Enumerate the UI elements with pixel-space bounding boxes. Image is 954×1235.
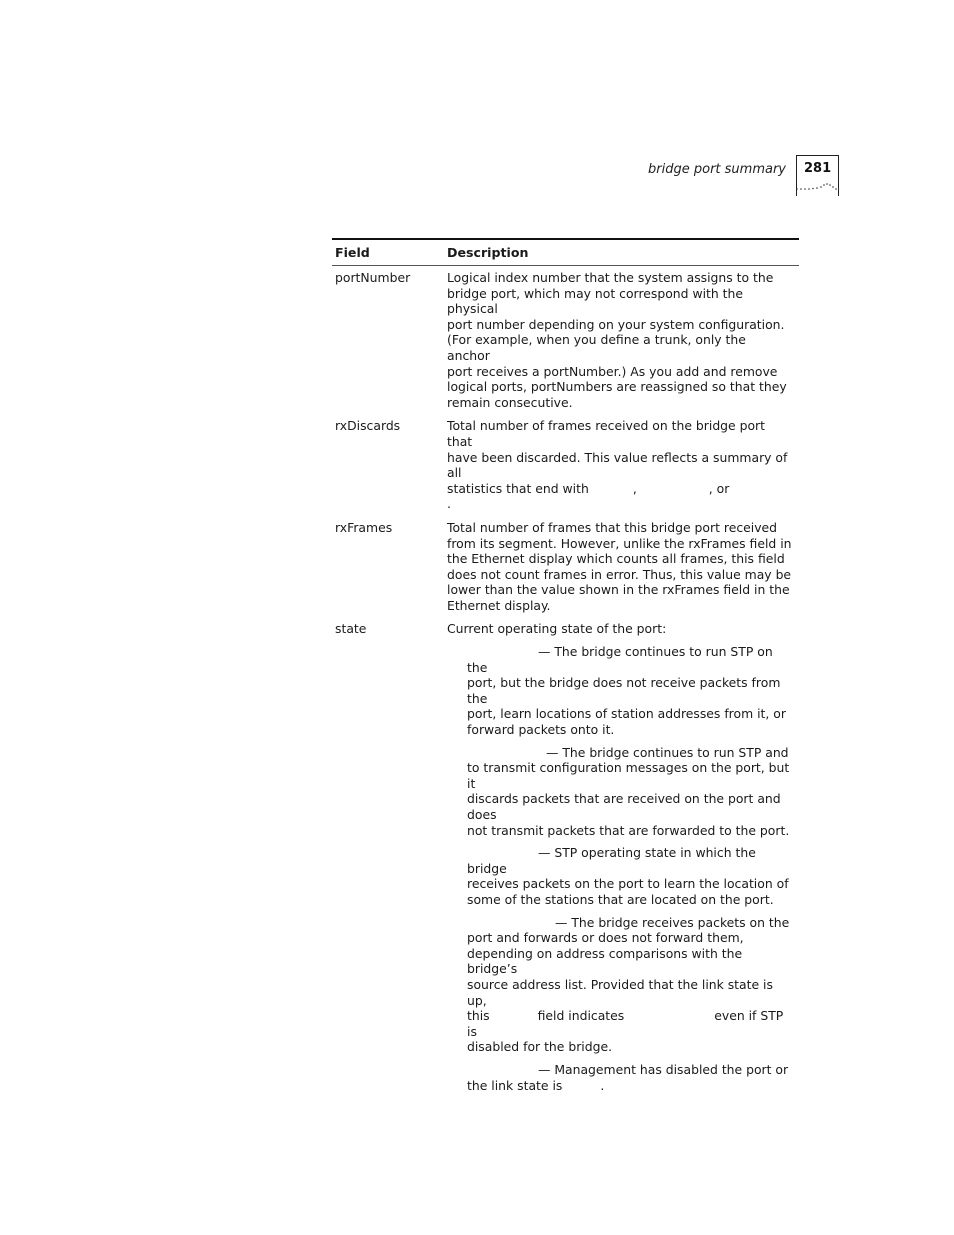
desc-line — [467, 845, 792, 876]
desc-line: disabled for the bridge. — [467, 1039, 613, 1055]
table-row-portnumber — [332, 270, 799, 410]
field-description — [447, 621, 792, 1093]
table-row-rxdiscards — [332, 418, 799, 512]
desc-line: Current operating state of the port: — [447, 621, 667, 637]
desc-line — [467, 1008, 792, 1039]
desc-text: — The bridge continues to run STP on the — [467, 644, 773, 675]
desc-line: the Ethernet display which counts all frames, this field — [447, 551, 785, 567]
desc-text: this — [467, 1008, 490, 1024]
desc-line: port, but the bridge does not receive packets from the — [467, 675, 781, 706]
desc-text: , — [632, 480, 637, 496]
desc-line: receives packets on the port to learn the location of — [467, 876, 789, 892]
page-number: 281 — [804, 161, 832, 176]
decorative-dots — [796, 180, 838, 192]
state-item-blocking — [467, 745, 792, 839]
state-item-notforwarding — [467, 1062, 792, 1093]
desc-line — [447, 481, 792, 512]
state-item-learning — [467, 845, 792, 907]
desc-line: logical ports, portNumbers are reassigned so that they — [447, 379, 787, 395]
desc-text: . — [447, 496, 451, 512]
desc-line — [467, 915, 792, 931]
desc-text: — The bridge receives packets on the — [555, 914, 790, 930]
header-description: Description — [447, 245, 529, 260]
field-description — [447, 270, 792, 410]
desc-line: port and forwards or does not forward them, — [467, 930, 744, 946]
desc-line: to transmit configuration messages on the port, but it — [467, 760, 790, 791]
desc-line: Total number of frames received on the bridge port that — [447, 418, 766, 449]
field-description — [447, 418, 792, 512]
field-name: rxFrames — [335, 519, 393, 535]
desc-text: statistics that end with — [447, 480, 589, 496]
desc-text: — Management has disabled the port or — [538, 1061, 789, 1077]
desc-line — [467, 1062, 792, 1078]
desc-line: port number depending on your system configuration. — [447, 316, 785, 332]
desc-line: source address list. Provided that the link state is up, — [467, 976, 773, 1008]
table-row-state — [332, 621, 799, 1093]
desc-line: depending on address comparisons with the bridge’s — [467, 945, 743, 977]
desc-text: , or — [708, 480, 730, 496]
desc-line: forward packets onto it. — [467, 722, 615, 738]
desc-line: not transmit packets that are forwarded to the port. — [467, 822, 790, 838]
desc-line: have been discarded. This value reflects a summary of all — [447, 449, 788, 481]
desc-line: Total number of frames that this bridge port received — [447, 519, 778, 535]
desc-line — [467, 1078, 792, 1094]
desc-line: from its segment. However, unlike the rxFrames field in — [447, 535, 792, 551]
desc-line: port receives a portNumber.) As you add and remove — [447, 363, 778, 379]
desc-text: — The bridge continues to run STP and — [546, 744, 789, 760]
desc-text: — STP operating state in which the bridge — [467, 845, 756, 876]
field-name: portNumber — [335, 270, 411, 285]
table-header — [332, 238, 799, 266]
desc-line: remain consecutive. — [447, 394, 573, 410]
field-name: state — [335, 621, 367, 637]
field-description — [447, 520, 792, 614]
desc-line — [467, 745, 792, 761]
desc-line: Logical index number that the system assigns to the — [447, 270, 774, 285]
field-description-table — [332, 238, 799, 1093]
header-field: Field — [335, 245, 370, 260]
state-item-disabled — [467, 644, 792, 738]
field-name: rxDiscards — [335, 418, 401, 434]
desc-text: . — [600, 1077, 605, 1093]
state-item-forwarding — [467, 915, 792, 1055]
desc-line: Ethernet display. — [447, 597, 551, 613]
desc-text: field indicates — [537, 1008, 625, 1024]
desc-line: (For example, when you define a trunk, only the anchor — [447, 332, 746, 363]
desc-text: the link state is — [467, 1077, 563, 1093]
running-head-title: bridge port summary — [648, 162, 786, 177]
desc-line: port, learn locations of station addresses from it, or — [467, 706, 786, 722]
desc-line — [467, 644, 792, 675]
desc-line: bridge port, which may not correspond with the physical — [447, 285, 744, 317]
desc-line: some of the stations that are located on the port. — [467, 891, 774, 907]
table-row-rxframes — [332, 520, 799, 614]
desc-line: discards packets that are received on the port and does — [467, 791, 781, 822]
desc-text: even if STP is — [467, 1008, 784, 1039]
desc-line: lower than the value shown in the rxFrames field in the — [447, 582, 790, 598]
desc-line: does not count frames in error. Thus, this value may be — [447, 566, 792, 582]
